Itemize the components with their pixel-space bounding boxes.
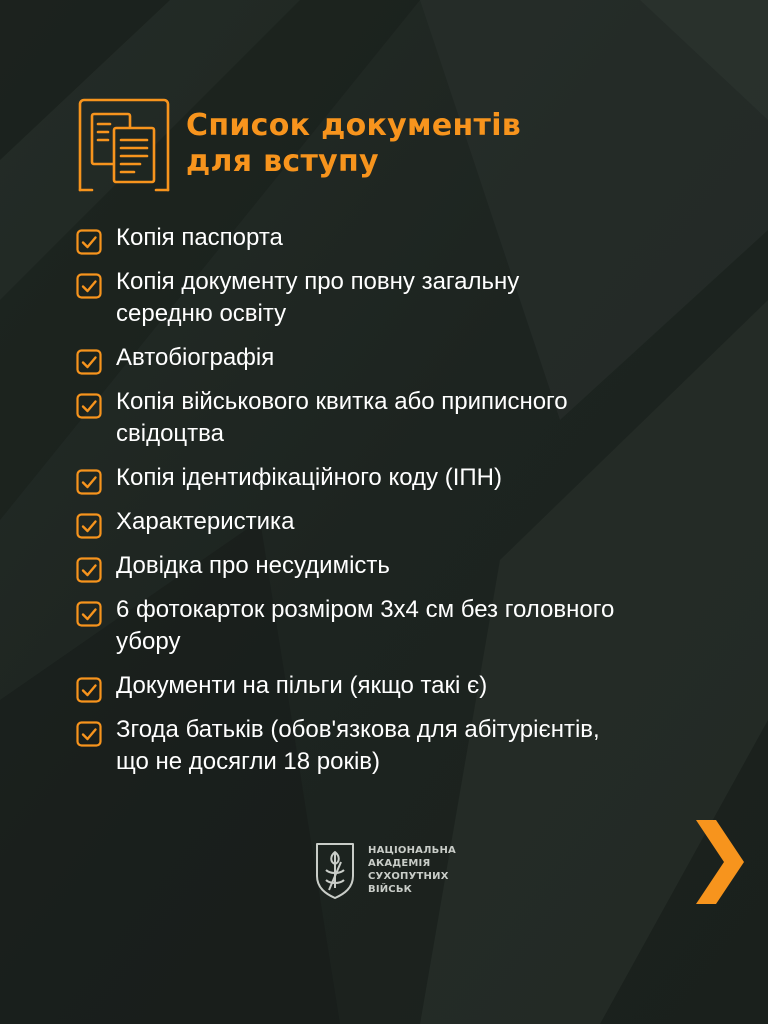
document-item-line-2: свідоцтва [116, 420, 224, 447]
document-item [76, 506, 756, 538]
documents-list [76, 222, 756, 790]
checkbox-checked-icon [76, 721, 102, 747]
header [78, 98, 718, 194]
chevron-right-icon[interactable] [692, 818, 746, 906]
document-item [76, 550, 756, 582]
document-item-line-2: убору [116, 628, 181, 655]
document-item-line-1: Документи на пільги (якщо такі є) [116, 672, 488, 699]
checkbox-checked-icon [76, 513, 102, 539]
document-item-line-1: Копія ідентифікаційного коду (ІПН) [116, 464, 502, 491]
checkbox-checked-icon [76, 557, 102, 583]
academy-name-line-4: ВІЙСЬК [368, 884, 413, 895]
page-title [186, 108, 706, 180]
document-item-line-2: що не досягли 18 років) [116, 748, 381, 775]
checkbox-checked-icon [76, 677, 102, 703]
checkbox-checked-icon [76, 229, 102, 255]
document-item-line-1: Копія військового квитка або приписного [116, 388, 568, 415]
academy-logo [314, 840, 484, 900]
document-item [76, 462, 756, 494]
document-item-line-1: Довідка про несудимість [116, 552, 390, 579]
academy-name-line-2: АКАДЕМІЯ [368, 858, 431, 869]
checkbox-checked-icon [76, 273, 102, 299]
checkbox-checked-icon [76, 601, 102, 627]
academy-name-line-3: СУХОПУТНИХ [368, 871, 449, 882]
document-item-line-2: середню освіту [116, 300, 287, 327]
document-item [76, 670, 756, 702]
document-item [76, 594, 756, 658]
document-item-line-1: Копія документу про повну загальну [116, 268, 520, 295]
checkbox-checked-icon [76, 349, 102, 375]
page-title-line-1: Список документів [186, 108, 522, 143]
document-item-line-1: 6 фотокарток розміром 3х4 см без головного [116, 596, 615, 623]
document-item [76, 714, 756, 778]
document-item-line-1: Автобіографія [116, 344, 275, 371]
document-item [76, 222, 756, 254]
academy-emblem-icon [314, 840, 356, 900]
document-item-line-1: Згода батьків (обов'язкова для абітурієнтів, [116, 716, 600, 743]
checkbox-checked-icon [76, 469, 102, 495]
checkbox-checked-icon [76, 393, 102, 419]
document-item [76, 266, 756, 330]
academy-name-line-1: НАЦІОНАЛЬНА [368, 845, 456, 856]
document-item-line-1: Копія паспорта [116, 224, 283, 251]
document-item-line-1: Характеристика [116, 508, 295, 535]
page-title-line-2: для вступу [186, 144, 379, 179]
academy-name [368, 844, 484, 896]
document-item [76, 386, 756, 450]
documents-icon [78, 98, 170, 194]
document-item [76, 342, 756, 374]
